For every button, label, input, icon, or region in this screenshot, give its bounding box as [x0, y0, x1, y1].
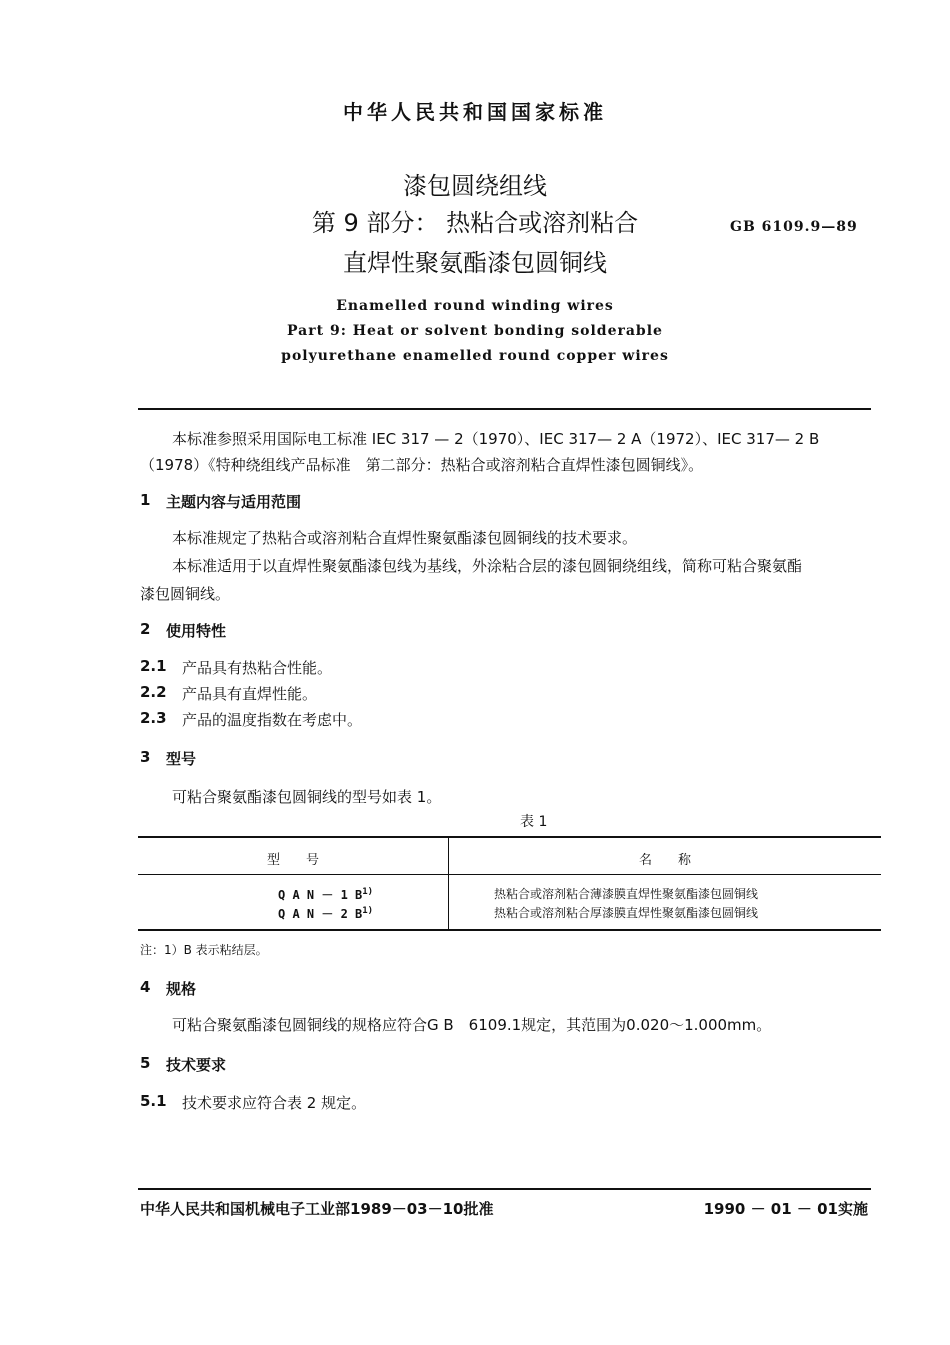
table-top-rule — [138, 836, 881, 838]
top-rule — [138, 408, 871, 410]
section-4-para: 可粘合聚氨酯漆包圆铜线的规格应符合G B 6109.1规定，其范围为0.020～1.000mm。 — [172, 1016, 772, 1034]
item-2-1-text: 产品具有热粘合性能。 — [182, 659, 333, 677]
english-title-line-2: Part 9: Heat or solvent bonding solderable — [287, 323, 663, 339]
table-row-2-model: Q A N － 2 $B^{1)}$ — [278, 906, 374, 921]
section-1-title: 主题内容与适用范围 — [166, 493, 302, 511]
section-2-title: 使用特性 — [166, 622, 227, 640]
table-header-model: 型 号 — [266, 853, 319, 868]
standard-code: GB 6109.9—89 — [730, 219, 858, 235]
table-1-caption: 表 1 — [520, 814, 548, 830]
section-5-title: 技术要求 — [166, 1056, 227, 1074]
section-1-para-2-line-1: 本标准适用于以直焊性聚氨酯漆包线为基线，外涂粘合层的漆包圆铜绕组线，简称可粘合聚氨酯 — [172, 557, 803, 575]
title-line-3: 直焊性聚氨酯漆包圆铜线 — [343, 249, 607, 277]
item-5-1-text: 技术要求应符合表 2 规定。 — [182, 1094, 367, 1112]
table-row-1-name: 热粘合或溶剂粘合薄漆膜直焊性聚氨酯漆包圆铜线 — [494, 887, 759, 901]
section-4-title: 规格 — [166, 980, 197, 998]
section-5-number: 5 — [140, 1054, 151, 1072]
section-1-para-2-line-2: 漆包圆铜线。 — [140, 585, 231, 603]
national-standard-header: 中华人民共和国国家标准 — [343, 100, 607, 124]
section-1-number: 1 — [140, 491, 151, 509]
section-1-para-1: 本标准规定了热粘合或溶剂粘合直焊性聚氨酯漆包圆铜线的技术要求。 — [172, 529, 638, 547]
title-line-1: 漆包圆绕组线 — [403, 172, 547, 200]
item-2-2-text: 产品具有直焊性能。 — [182, 685, 318, 703]
section-2-number: 2 — [140, 620, 151, 638]
item-2-3-number: 2.3 — [140, 709, 167, 727]
item-2-1-number: 2.1 — [140, 657, 167, 675]
table-bottom-rule — [138, 929, 881, 931]
table-1-note: 注：1）B 表示粘结层。 — [140, 943, 268, 957]
english-title-line-1: Enamelled round winding wires — [336, 298, 614, 314]
item-2-3-text: 产品的温度指数在考虑中。 — [182, 711, 363, 729]
english-title-line-3: polyurethane enamelled round copper wires — [281, 348, 669, 364]
table-header-rule — [138, 874, 881, 875]
title-line-2: 第 9 部分： 热粘合或溶剂粘合 — [311, 209, 639, 237]
section-3-title: 型号 — [166, 750, 197, 768]
section-4-number: 4 — [140, 978, 151, 996]
item-2-2-number: 2.2 — [140, 683, 167, 701]
footer-effective-date: 1990 － 01 － 01实施 — [703, 1200, 868, 1218]
item-5-1-number: 5.1 — [140, 1092, 167, 1110]
section-3-number: 3 — [140, 748, 151, 766]
table-row-1-model: Q A N － 1 $B^{1)}$ — [278, 887, 374, 902]
intro-line-2: （1978）《特种绕组线产品标准 第二部分：热粘合或溶剂粘合直焊性漆包圆铜线》。 — [140, 456, 704, 474]
footer-approval: 中华人民共和国机械电子工业部1989－03－10批准 — [140, 1200, 494, 1218]
section-3-para: 可粘合聚氨酯漆包圆铜线的型号如表 1。 — [172, 788, 442, 806]
footer-rule — [138, 1188, 871, 1190]
table-header-name: 名 称 — [638, 853, 691, 868]
table-row-2-name: 热粘合或溶剂粘合厚漆膜直焊性聚氨酯漆包圆铜线 — [494, 906, 759, 920]
intro-line-1: 本标准参照采用国际电工标准 IEC 317 — 2（1970）、IEC 317— 2 A（1972）、IEC 317— 2 B — [172, 430, 820, 448]
